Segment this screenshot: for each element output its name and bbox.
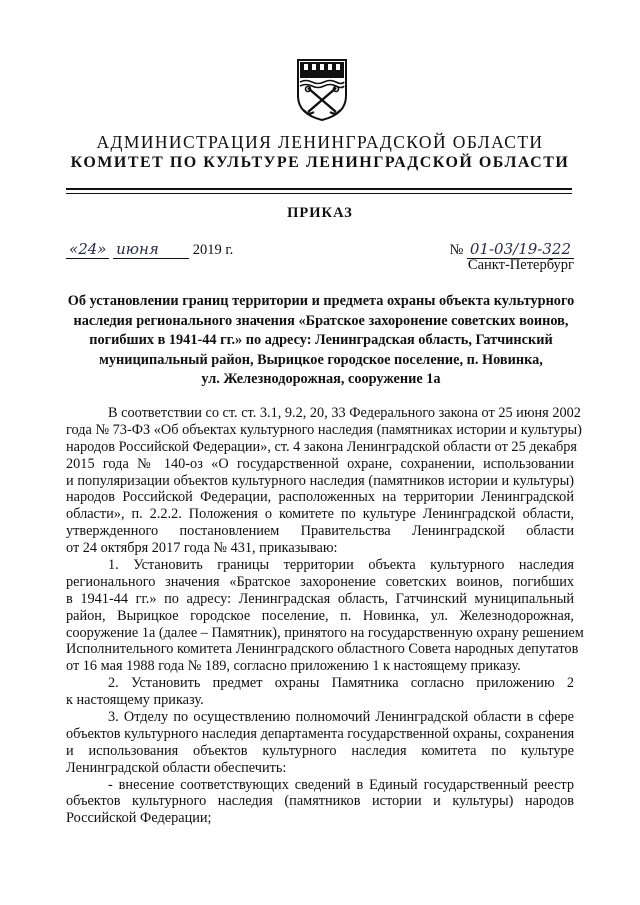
body-line: - внесение соответствующих сведений в Единый государственный реестр [108,776,574,793]
organization-line-1: АДМИНИСТРАЦИЯ ЛЕНИНГРАДСКОЙ ОБЛАСТИ [96,132,544,152]
subject-line: ул. Железнодорожная, сооружение 1а [201,371,441,388]
body-line: 2. Установить предмет охраны Памятника согласно приложению 2 [108,675,574,692]
date-day: «24» [66,240,109,259]
body-line: 2015 года № 140-оз «О государственной охране, сохранении, использовании [66,455,574,472]
document-city: Санкт-Петербург [467,257,574,273]
body-line: года № 73-ФЗ «Об объектах культурного наследия (памятниках истории и культуры) [66,421,582,438]
coat-of-arms-emblem [296,58,348,122]
body-line: области», п. 2.2.2. Положения о комитете по культуре Ленинградской области, [66,506,574,523]
subject-line: Об установлении границ территории и предмета охраны объекта культурного [67,293,575,309]
document-date [66,240,233,259]
body-line: Исполнительного комитета Ленинградского областного Совета народных депутатов [66,641,579,658]
body-line: сооружение 1а (далее – Памятник), принятого на государственную охрану решением [66,624,584,641]
body-line: регионального значения «Братское захоронение советских воинов, погибших [66,573,574,590]
subject-line: погибших в 1941-44 гг.» по адресу: Ленинградская область, Гатчинский [89,332,553,349]
body-line: от 16 мая 1988 года № 189, согласно приложению 1 к настоящему приказу. [66,658,521,675]
header-rule-thick [66,188,572,190]
body-line: 1. Установить границы территории объекта культурного наследия [108,557,574,574]
number-label: № [449,242,464,258]
body-line: к настоящему приказу. [66,692,204,709]
date-number-row [66,236,574,272]
body-line: в 1941-44 гг.» по адресу: Ленинградская область, Гатчинский муниципальный [66,590,574,607]
document-type-title: ПРИКАЗ [287,205,353,221]
body-line: В соответствии со ст. ст. 3.1, 9.2, 20, 33 Федерального закона от 25 июня 2002 [108,405,581,421]
body-line: от 24 октября 2017 года № 431, приказываю: [66,540,338,557]
number-value: 01-03/19-322 [467,240,574,259]
subject-heading [66,292,576,390]
body-line: район, Вырицкое городское поселение, п. Новинка, ул. Железнодорожная, [66,607,574,624]
body-line: 3. Отделу по осуществлению полномочий Ленинградской области в сфере [108,709,574,726]
subject-line: муниципальный район, Вырицкое городское поселение, п. Новинка, [99,351,543,368]
body-line: народов Российской Федерации, расположенных на территории Ленинградской [66,489,574,506]
body-line: объектов культурного наследия департамента государственной охраны, сохранения [66,725,575,742]
organization-line-2: КОМИТЕТ ПО КУЛЬТУРЕ ЛЕНИНГРАДСКОЙ ОБЛАСТИ [70,154,570,171]
body-line: утвержденного постановлением Правительства Ленинградской области [66,523,574,540]
header-rule-thin [66,193,572,194]
body-line: Российской Федерации; [66,810,212,827]
date-year: 2019 г. [192,242,234,258]
body-text [66,405,584,827]
body-line: народов Российской Федерации», ст. 4 закона Ленинградской области от 25 декабря [66,438,577,455]
body-line: и популяризации объектов культурного наследия (памятников истории и культуры) [66,472,574,489]
body-line: Ленинградской области обеспечить: [66,759,287,776]
body-line: объектов культурного наследия (памятников истории и культуры) народов [66,793,574,810]
date-month: июня [113,240,189,259]
body-line: и использования объектов культурного наследия комитета по культуре [66,742,574,759]
subject-line: наследия регионального значения «Братское захоронение советских воинов, [73,312,569,329]
